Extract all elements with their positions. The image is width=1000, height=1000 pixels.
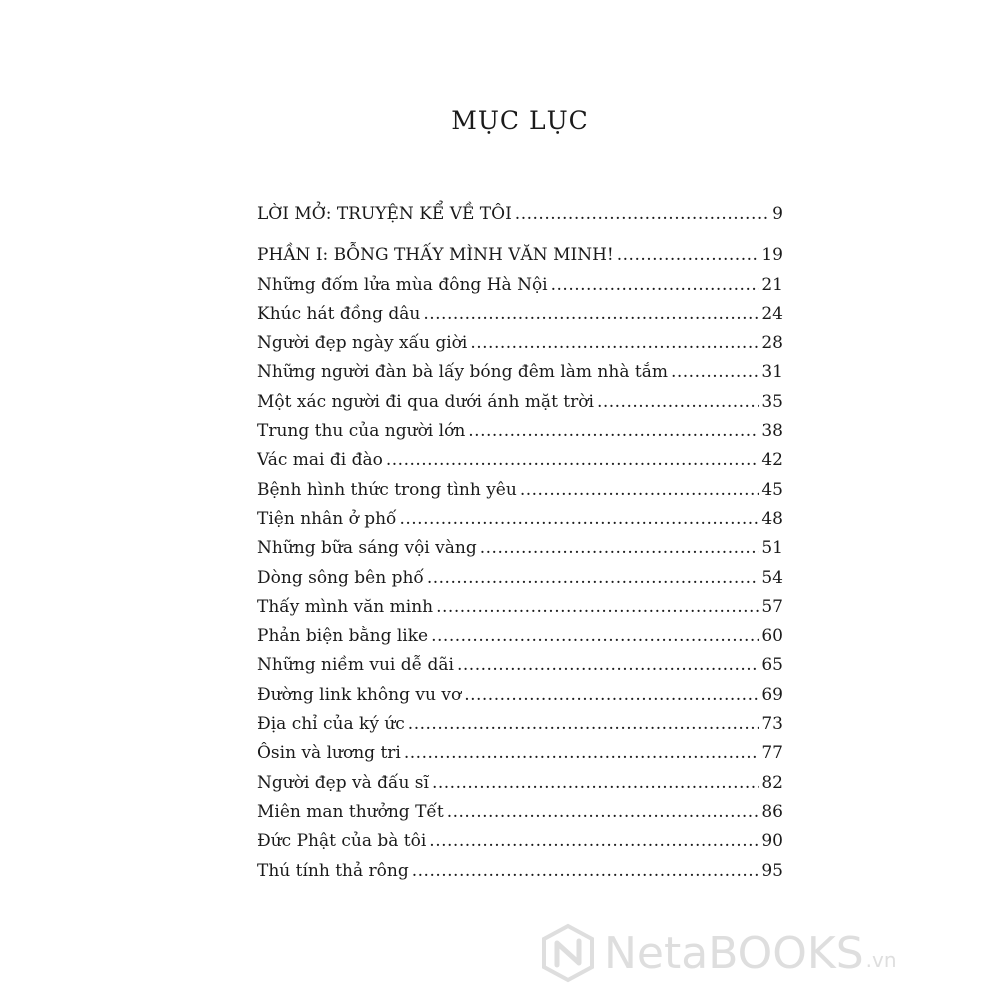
leader-dots	[429, 827, 759, 856]
toc-entry-title: Bệnh hình thức trong tình yêu	[257, 479, 517, 500]
toc-entry-title: Vác mai đi đào	[257, 450, 383, 471]
toc-entry-title: Dòng sông bên phố	[257, 567, 424, 588]
toc-entry[interactable]	[257, 241, 783, 270]
toc-entry-title: Thấy mình văn minh	[257, 596, 434, 617]
toc-entry-title: Trung thu của người lớn	[257, 421, 466, 442]
leader-dots	[468, 417, 759, 446]
toc-entry[interactable]	[257, 476, 783, 505]
toc-entry-page: 48	[761, 508, 783, 529]
toc-entry-page: 51	[761, 538, 783, 559]
leader-dots	[480, 534, 760, 563]
toc-entry-title: Người đẹp ngày xấu giời	[257, 333, 468, 354]
leader-dots	[427, 564, 760, 593]
toc-entry[interactable]	[257, 651, 783, 680]
leader-dots	[399, 505, 759, 534]
toc-entry[interactable]	[257, 271, 783, 300]
toc-entry[interactable]	[257, 593, 783, 622]
toc-list	[257, 200, 783, 886]
toc-entry-title: Đường link không vu vơ	[257, 684, 462, 705]
leader-dots	[404, 739, 760, 768]
toc-entry-page: 65	[761, 655, 783, 676]
toc-entry-page: 24	[761, 303, 783, 324]
toc-entry[interactable]	[257, 710, 783, 739]
toc-entry-title: Phản biện bằng like	[257, 626, 429, 647]
toc-entry-page: 73	[761, 714, 783, 735]
leader-dots	[597, 388, 759, 417]
toc-entry-title: Những đốm lửa mùa đông Hà Nội	[257, 274, 548, 295]
leader-dots	[464, 681, 759, 710]
leader-dots	[432, 769, 759, 798]
toc-entry-title: Đức Phật của bà tôi	[257, 831, 427, 852]
toc-entry-page: 60	[761, 626, 783, 647]
toc-entry-title: Những bữa sáng vội vàng	[257, 538, 477, 559]
toc-entry[interactable]	[257, 200, 783, 229]
toc-entry[interactable]	[257, 358, 783, 387]
toc-entry-title: Khúc hát đồng dâu	[257, 303, 421, 324]
toc-entry-page: 9	[772, 204, 783, 224]
toc-entry-page: 28	[761, 333, 783, 354]
toc-entry[interactable]	[257, 798, 783, 827]
toc-entry-title: Người đẹp và đấu sĩ	[257, 772, 429, 793]
toc-entry[interactable]	[257, 388, 783, 417]
watermark-brand: NetaBOOKS	[604, 927, 864, 979]
toc-entry-title: LỜI MỞ: TRUYỆN KỂ VỀ TÔI	[257, 204, 512, 224]
toc-entry[interactable]	[257, 769, 783, 798]
toc-entry-page: 19	[761, 245, 783, 266]
leader-dots	[520, 476, 760, 505]
toc-entry-page: 35	[761, 391, 783, 412]
toc-entry-title: PHẦN I: BỖNG THẤY MÌNH VĂN MINH!	[257, 245, 614, 266]
toc-entry-page: 69	[761, 684, 783, 705]
leader-dots	[431, 622, 759, 651]
netabooks-watermark	[538, 920, 897, 986]
toc-entry-title: Địa chỉ của ký ức	[257, 714, 405, 735]
toc-entry-title: Tiện nhân ở phố	[257, 508, 397, 529]
toc-entry-title: Những người đàn bà lấy bóng đêm làm nhà tắm	[257, 362, 668, 383]
toc-entry-page: 82	[761, 772, 783, 793]
toc-entry[interactable]	[257, 739, 783, 768]
toc-entry-page: 77	[761, 743, 783, 764]
toc-entry[interactable]	[257, 300, 783, 329]
toc-entry-title: Ôsin và lương tri	[257, 743, 401, 764]
toc-entry-title: Những niềm vui dễ dãi	[257, 655, 454, 676]
toc-entry-title: Một xác người đi qua dưới ánh mặt trời	[257, 391, 594, 412]
toc-entry-page: 38	[761, 421, 783, 442]
toc-entry-page: 54	[761, 567, 783, 588]
leader-dots	[515, 200, 770, 229]
leader-dots	[617, 241, 760, 270]
netabooks-logo-icon	[538, 923, 598, 983]
toc-entry[interactable]	[257, 857, 783, 886]
toc-entry[interactable]	[257, 534, 783, 563]
leader-dots	[423, 300, 759, 329]
page-title: MỤC LỤC	[451, 106, 589, 135]
toc-entry[interactable]	[257, 505, 783, 534]
leader-dots	[457, 651, 759, 680]
toc-entry-page: 45	[761, 479, 783, 500]
toc-entry-page: 57	[761, 596, 783, 617]
toc-entry[interactable]	[257, 681, 783, 710]
toc-entry[interactable]	[257, 446, 783, 475]
leader-dots	[386, 446, 760, 475]
toc-entry-page: 95	[761, 860, 783, 881]
toc-entry-page: 31	[761, 362, 783, 383]
toc-entry-page: 21	[761, 274, 783, 295]
leader-dots	[436, 593, 759, 622]
toc-entry-title: Thú tính thả rông	[257, 860, 409, 881]
toc-entry-title: Miên man thưởng Tết	[257, 801, 444, 822]
toc-entry[interactable]	[257, 827, 783, 856]
toc-entry-page: 42	[761, 450, 783, 471]
toc-entry[interactable]	[257, 564, 783, 593]
toc-entry-page: 90	[761, 831, 783, 852]
toc-entry[interactable]	[257, 622, 783, 651]
leader-dots	[551, 271, 760, 300]
leader-dots	[671, 358, 759, 387]
toc-entry-page: 86	[761, 801, 783, 822]
leader-dots	[408, 710, 760, 739]
leader-dots	[470, 329, 759, 358]
leader-dots	[447, 798, 760, 827]
toc-entry[interactable]	[257, 329, 783, 358]
leader-dots	[412, 857, 760, 886]
toc-entry[interactable]	[257, 417, 783, 446]
watermark-suffix: .vn	[865, 948, 897, 972]
